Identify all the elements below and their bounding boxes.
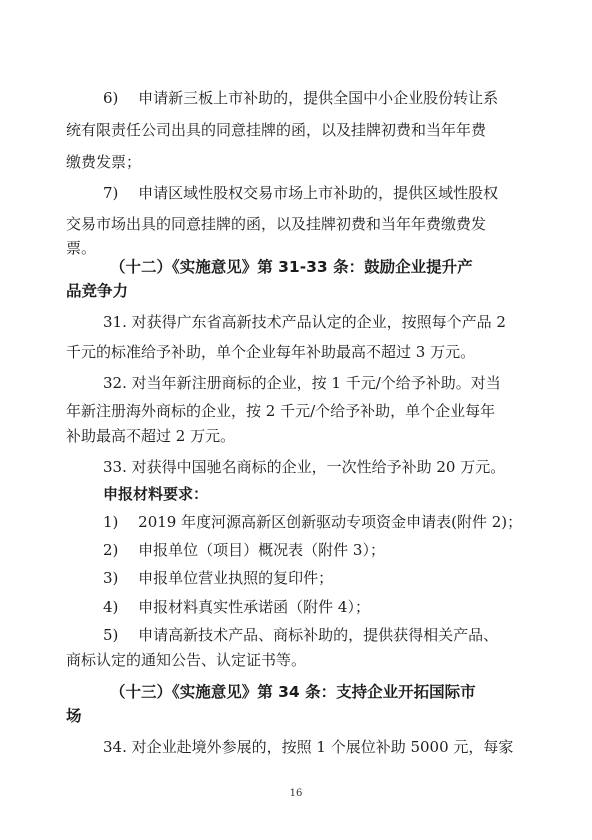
- page-number: 16: [289, 788, 303, 799]
- text-line: 票。: [66, 239, 97, 257]
- text-line: 补助最高不超过 2 万元。: [66, 427, 236, 445]
- text-line: 缴费发票；: [66, 153, 142, 171]
- section-heading: （十三）《实施意见》第 34 条：支持企业开拓国际市: [110, 683, 476, 701]
- text-line: 2) 申报单位（项目）概况表（附件 3）；: [103, 541, 385, 559]
- text-line: 3) 申报单位营业执照的复印件；: [103, 569, 334, 587]
- section-heading: 品竞争力: [66, 282, 129, 300]
- text-line: 7) 申请区域性股权交易市场上市补助的，提供区域性股权: [103, 184, 499, 202]
- section-heading: 场: [66, 707, 82, 725]
- text-line: 5) 申请高新技术产品、商标补助的，提供获得相关产品、: [103, 626, 499, 644]
- text-line: 1) 2019 年度河源高新区创新驱动专项资金申请表(附件 2)；: [103, 513, 523, 531]
- text-line: 年新注册海外商标的企业，按 2 千元/个给予补助，单个企业每年: [66, 402, 496, 420]
- text-line: 6) 申请新三板上市补助的，提供全国中小企业股份转让系: [103, 89, 499, 107]
- text-line: 33. 对获得中国驰名商标的企业，一次性给予补助 20 万元。: [103, 458, 506, 476]
- text-line: 32. 对当年新注册商标的企业，按 1 千元/个给予补助。对当: [103, 374, 501, 392]
- text-line: 交易市场出具的同意挂牌的函，以及挂牌初费和当年年费缴费发: [66, 215, 487, 233]
- text-line: 31. 对获得广东省高新技术产品认定的企业，按照每个产品 2: [103, 313, 506, 331]
- text-line: 34. 对企业赴境外参展的，按照 1 个展位补助 5000 元，每家: [103, 738, 514, 756]
- text-line: 统有限责任公司出具的同意挂牌的函，以及挂牌初费和当年年费: [66, 121, 487, 139]
- section-heading: （十二）《实施意见》第 31-33 条：鼓励企业提升产: [110, 258, 473, 276]
- text-line: 4) 申报材料真实性承诺函（附件 4）；: [103, 598, 370, 616]
- requirements-label: 申报材料要求：: [103, 485, 209, 503]
- text-line: 千元的标准给予补助，单个企业每年补助最高不超过 3 万元。: [66, 343, 476, 361]
- text-line: 商标认定的通知公告、认定证书等。: [66, 651, 307, 669]
